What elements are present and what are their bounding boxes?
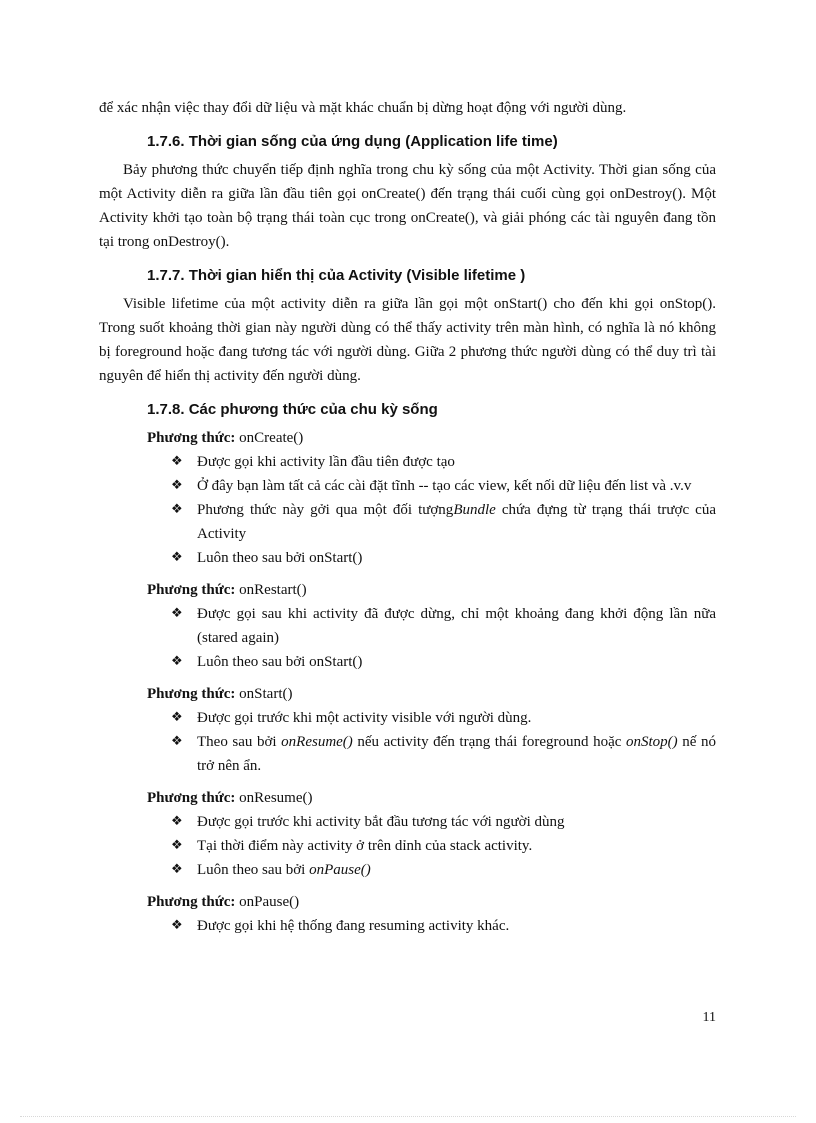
bullet-italic-text: onResume()	[281, 734, 353, 750]
method-name: onResume()	[239, 790, 313, 806]
bullet-text: Luôn theo sau bởi onStart()	[197, 654, 363, 670]
bullet-text: Được gọi trước khi một activity visible với người dùng.	[197, 710, 532, 726]
bullet-text: nếu activity đến trạng thái foreground hoặc	[352, 734, 626, 750]
list-item	[171, 602, 716, 650]
bullet-text: chứa đựng từ trạng thái trược của Activity	[197, 502, 716, 542]
method-bullets	[99, 810, 716, 882]
list-item	[171, 650, 716, 674]
bullet-italic-text: onStop()	[626, 734, 678, 750]
method-label: Phương thức:	[147, 894, 236, 910]
list-item	[171, 858, 716, 882]
bullet-text: Được gọi khi activity lần đầu tiên được tạo	[197, 454, 455, 470]
diamond-bullet-icon: ❖	[171, 550, 183, 565]
diamond-bullet-icon: ❖	[171, 710, 183, 725]
method-label: Phương thức:	[147, 790, 236, 806]
method-name: onCreate()	[239, 430, 304, 446]
method-heading	[99, 890, 716, 914]
method-bullets	[99, 914, 716, 938]
method-heading	[99, 578, 716, 602]
bullet-text: Luôn theo sau bởi	[197, 862, 310, 878]
method-name: onRestart()	[239, 582, 307, 598]
diamond-bullet-icon: ❖	[171, 454, 183, 469]
diamond-bullet-icon: ❖	[171, 606, 183, 621]
method-bullets	[99, 450, 716, 570]
page-number: 11	[702, 1010, 716, 1025]
method-name: onPause()	[239, 894, 300, 910]
list-item	[171, 546, 716, 570]
method-heading	[99, 682, 716, 706]
diamond-bullet-icon: ❖	[171, 814, 183, 829]
method-label: Phương thức:	[147, 686, 236, 702]
bullet-text: Được gọi khi hệ thống đang resuming activity khác.	[197, 918, 510, 934]
list-item	[171, 730, 716, 778]
bullet-text: Phương thức này gởi qua một đối tượng	[197, 502, 454, 518]
bullet-text: Được gọi trước khi activity bắt đầu tương tác với người dùng	[197, 814, 565, 830]
section-heading-1-7-7: 1.7.7. Thời gian hiển thị của Activity (Visible lifetime )	[147, 267, 526, 284]
method-label: Phương thức:	[147, 430, 236, 446]
method-heading	[99, 786, 716, 810]
bullet-italic-text: Bundle	[453, 502, 496, 518]
list-item	[171, 914, 716, 938]
list-item	[171, 474, 716, 498]
diamond-bullet-icon: ❖	[171, 734, 183, 749]
diamond-bullet-icon: ❖	[171, 862, 183, 877]
intro-paragraph: để xác nhận việc thay đổi dữ liệu và mặt khác chuẩn bị dừng hoạt động với người dùng.	[99, 100, 627, 116]
method-bullets	[99, 706, 716, 778]
list-item	[171, 834, 716, 858]
list-item	[171, 706, 716, 730]
method-heading	[99, 426, 716, 450]
diamond-bullet-icon: ❖	[171, 918, 183, 933]
method-label: Phương thức:	[147, 582, 236, 598]
list-item	[171, 450, 716, 474]
section-paragraph-1-7-7: Visible lifetime của một activity diễn ra giữa lần gọi một onStart() cho đến khi gọi onStop(). Trong suốt khoảng thời gian này người dùng có thể thấy activity trên màn hình, có nghĩa là nó không bị foreground hoặc đang tương tác với người dùng. Giữa 2 phương thức người dùng có thể duy trì tài nguyên để hiển thị activity đến người dùng.	[99, 296, 716, 384]
diamond-bullet-icon: ❖	[171, 838, 183, 853]
bullet-text: nế nó trở nên ẩn.	[197, 734, 716, 774]
page-content	[99, 96, 716, 938]
bullet-text: Tại thời điểm này activity ở trên dỉnh của stack activity.	[197, 838, 533, 854]
diamond-bullet-icon: ❖	[171, 502, 183, 517]
bullet-italic-text: onPause()	[309, 862, 371, 878]
diamond-bullet-icon: ❖	[171, 654, 183, 669]
section-heading-1-7-6: 1.7.6. Thời gian sống của ứng dụng (Application life time)	[147, 133, 558, 150]
list-item	[171, 810, 716, 834]
bullet-text: Theo sau bởi	[197, 734, 282, 750]
diamond-bullet-icon: ❖	[171, 478, 183, 493]
method-bullets	[99, 602, 716, 674]
bullet-text: Ở đây bạn làm tất cả các cài đặt tĩnh -- tạo các view, kết nối dữ liệu đến list và .v.v	[197, 478, 692, 494]
bullet-text: Được gọi sau khi activity đã được dừng, chỉ một khoảng đang khởi động lần nữa (stared again)	[197, 606, 716, 646]
page-bottom-divider	[20, 1116, 796, 1117]
section-heading-1-7-8: 1.7.8. Các phương thức của chu kỳ sống	[147, 401, 438, 418]
method-name: onStart()	[239, 686, 293, 702]
section-paragraph-1-7-6: Bảy phương thức chuyển tiếp định nghĩa trong chu kỳ sống của một Activity. Thời gian sống của một Activity diễn ra giữa lần đầu tiên gọi onCreate() đến trạng thái cuối cùng gọi onDestroy(). Một Activity khởi tạo toàn bộ trạng thái toàn cục trong onCreate(), và giải phóng các tài nguyên đang tồn tại trong onDestroy().	[99, 162, 716, 250]
bullet-text: Luôn theo sau bởi onStart()	[197, 550, 363, 566]
list-item	[171, 498, 716, 546]
